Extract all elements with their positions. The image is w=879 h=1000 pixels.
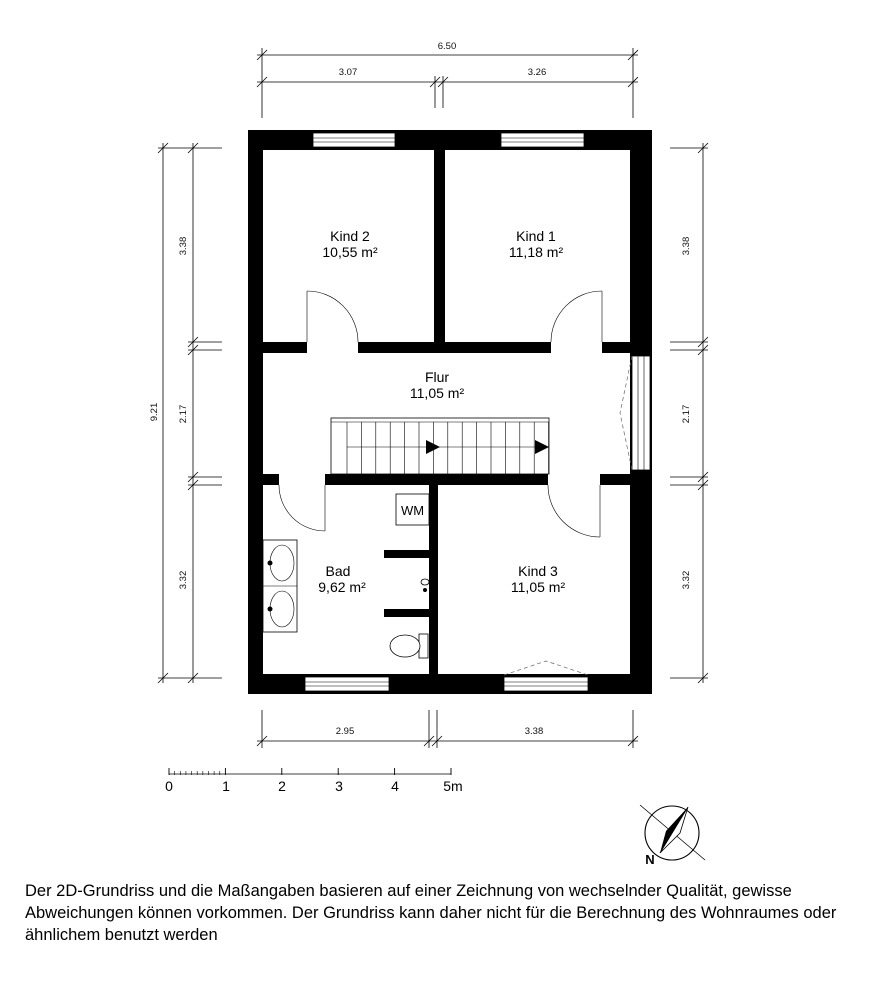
compass-icon (640, 805, 705, 867)
dim-right-middle: 2.17 (681, 404, 692, 424)
room-area-kind3: 11,05 m² (510, 579, 566, 595)
window-kind2 (313, 133, 395, 147)
scale-bar (165, 768, 463, 794)
toilet-icon (390, 634, 428, 658)
dim-right-top: 3.38 (681, 236, 692, 256)
dim-left-top: 3.38 (178, 236, 189, 256)
scale-label-0: 0 (165, 778, 173, 794)
windows (305, 133, 650, 691)
staircase (331, 418, 549, 474)
scale-label-5: 5m (443, 778, 463, 794)
door-kind3 (548, 485, 600, 537)
dim-top-total: 6.50 (437, 41, 457, 52)
shower-tap-icon (421, 579, 429, 592)
disclaimer-text: Der 2D-Grundriss und die Maßangaben basieren auf einer Zeichnung von wechselnder Qualität, gewisse Abweichungen können vorkommen. Der Grundriss kann daher nicht für die Berechnung des Wohnraumes oder ähnlichem benutzt werden (25, 882, 837, 944)
washing-machine-label: WM (400, 503, 425, 518)
scale-label-2: 2 (278, 778, 286, 794)
room-area-flur: 11,05 m² (409, 385, 465, 401)
window-bad (305, 677, 389, 691)
door-kind1 (551, 291, 602, 342)
room-name-kind2: Kind 2 (330, 228, 370, 244)
window-flur (620, 356, 650, 470)
walls (248, 130, 652, 694)
door-bad (279, 485, 325, 531)
dim-bottom-right: 3.38 (524, 726, 544, 737)
room-area-kind2: 10,55 m² (322, 244, 378, 260)
dim-right-bottom: 3.32 (681, 570, 692, 590)
scale-label-1: 1 (222, 778, 230, 794)
dim-top-left: 3.07 (338, 67, 358, 78)
scale-label-3: 3 (335, 778, 343, 794)
room-name-kind1: Kind 1 (516, 228, 556, 244)
door-kind2 (307, 291, 358, 342)
compass-label: N (645, 852, 655, 867)
room-name-kind3: Kind 3 (518, 563, 558, 579)
washing-machine (396, 494, 429, 525)
room-area-kind1: 11,18 m² (508, 244, 564, 260)
dim-top-right: 3.26 (527, 67, 547, 78)
dim-bottom-left: 2.95 (335, 726, 355, 737)
dim-left-total: 9.21 (149, 402, 160, 422)
window-kind1 (501, 133, 584, 147)
dim-left-bottom: 3.32 (178, 570, 189, 590)
scale-label-4: 4 (391, 778, 399, 794)
room-name-bad: Bad (325, 563, 351, 579)
room-area-bad: 9,62 m² (318, 579, 366, 595)
dim-left-middle: 2.17 (178, 404, 189, 424)
double-sink-icon (263, 540, 297, 632)
room-name-flur: Flur (424, 369, 450, 385)
